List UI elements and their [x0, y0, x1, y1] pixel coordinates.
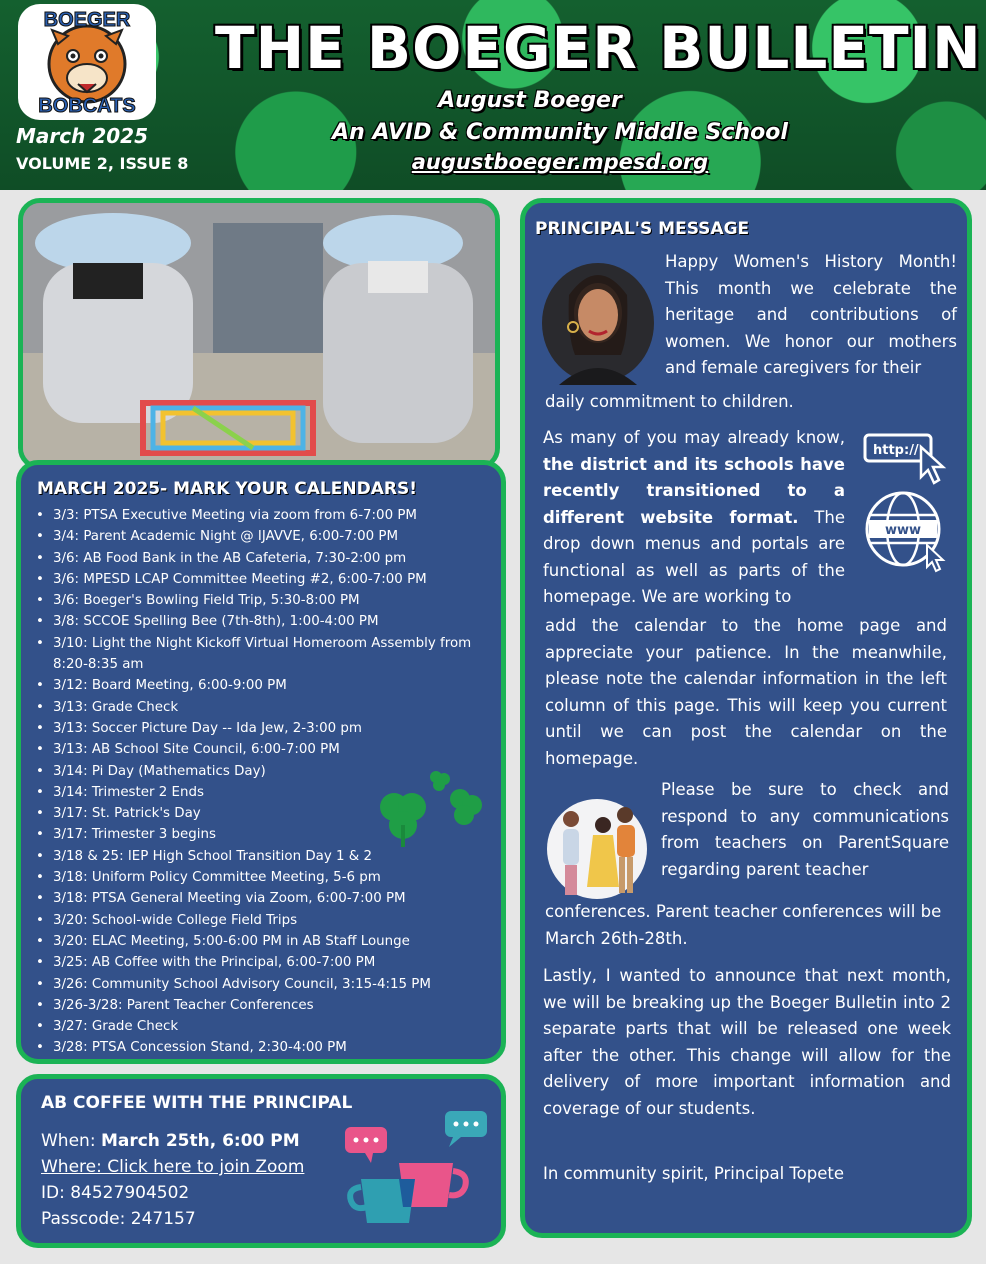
- coffee-title: AB COFFEE WITH THE PRINCIPAL: [41, 1093, 353, 1113]
- coffee-when-label: When:: [41, 1131, 101, 1151]
- calendar-section: [16, 460, 506, 1064]
- calendar-item: • 3/17: St. Patrick's Day: [49, 803, 489, 824]
- http-cursor-icon: [861, 429, 951, 485]
- calendar-item: • 3/12: Board Meeting, 6:00-9:00 PM: [49, 675, 489, 696]
- message-paragraph-1a: Happy Women's History Month! This month we celebrate the heritage and contributions of women. We honor our mothers and female caregivers for their: [665, 252, 957, 377]
- logo-text-top: BOEGER: [43, 9, 131, 31]
- www-label: www: [884, 523, 922, 538]
- message-p2-start: As many of you may already know,: [543, 428, 845, 447]
- principal-message-section: [520, 198, 972, 1238]
- newsletter-header: [0, 0, 986, 190]
- calendar-item: • 3/18 & 25: IEP High School Transition Day 1 & 2: [49, 846, 489, 867]
- issue-volume: VOLUME 2, ISSUE 8: [16, 154, 189, 173]
- coffee-when-value: March 25th, 6:00 PM: [100, 1131, 300, 1151]
- calendar-item: • 3/13: Soccer Picture Day -- Ida Jew, 2-3:00 pm: [49, 718, 489, 739]
- principal-portrait: [539, 255, 657, 385]
- students-photo: [18, 198, 500, 470]
- calendar-item: • 3/28: PTSA Concession Stand, 2:30-4:00 PM: [49, 1037, 489, 1058]
- message-paragraph-3a: Please be sure to check and respond to any communications from teachers on ParentSquare regarding parent teacher: [661, 780, 949, 879]
- message-paragraph-4: Lastly, I wanted to announce that next month, we will be breaking up the Boeger Bulletin into 2 separate parts that will be released one week after the other. This change will allow for the delivery of more important information and coverage of our students.: [543, 966, 951, 1118]
- school-subtitle: An AVID & Community Middle School: [332, 120, 788, 145]
- message-p2-end: The drop down menus and portals are functional as well as parts of the homepage. We are working to: [543, 507, 845, 606]
- message-p2-bold: the district and its schools have recently transitioned to a different website format.: [543, 454, 845, 527]
- calendar-item: • 3/13: AB School Site Council, 6:00-7:00 PM: [49, 739, 489, 760]
- calendar-item: • 3/20: ELAC Meeting, 5:00-6:00 PM in AB Staff Lounge: [49, 931, 489, 952]
- calendar-item: • 3/26: Community School Advisory Council, 3:15-4:15 PM: [49, 974, 489, 995]
- calendar-item: • 3/25: AB Coffee with the Principal, 6:00-7:00 PM: [49, 952, 489, 973]
- calendar-item: • 3/18: PTSA General Meeting via Zoom, 6:00-7:00 PM: [49, 888, 489, 909]
- calendar-item: • 3/14: Pi Day (Mathematics Day): [49, 761, 489, 782]
- issue-date: March 2025: [16, 124, 148, 148]
- zoom-link[interactable]: Where: Click here to join Zoom: [41, 1157, 305, 1177]
- www-globe-icon: [861, 489, 951, 573]
- shamrock-icon: [366, 765, 486, 855]
- newsletter-title: THE BOEGER BULLETIN: [215, 14, 982, 82]
- http-label: http://: [873, 443, 919, 458]
- calendar-item: • 3/26-3/28: Parent Teacher Conferences: [49, 995, 489, 1016]
- calendar-title: MARCH 2025- MARK YOUR CALENDARS!: [37, 479, 417, 499]
- message-paragraph-1b: daily commitment to children.: [545, 392, 794, 411]
- message-paragraph-2a: [543, 425, 845, 611]
- calendar-item: • 3/17: Trimester 3 begins: [49, 824, 489, 845]
- message-closing: In community spirit, Principal Topete: [543, 1164, 845, 1183]
- calendar-item: • 3/4: Parent Academic Night @ IJAVVE, 6:00-7:00 PM: [49, 526, 489, 547]
- coffee-section: [16, 1074, 506, 1248]
- calendar-item: • 3/18: Uniform Policy Committee Meeting, 5-6 pm: [49, 867, 489, 888]
- school-name: August Boeger: [438, 88, 622, 113]
- calendar-item: • 3/27: Grade Check: [49, 1016, 489, 1037]
- calendar-item: • 3/10: Light the Night Kickoff Virtual Homeroom Assembly from 8:20-8:35 am: [49, 633, 489, 676]
- calendar-item: • 3/3: PTSA Executive Meeting via zoom from 6-7:00 PM: [49, 505, 489, 526]
- calendar-item: • 3/8: SCCOE Spelling Bee (7th-8th), 1:00-4:00 PM: [49, 611, 489, 632]
- calendar-item: • 3/20: School-wide College Field Trips: [49, 910, 489, 931]
- school-website-link[interactable]: augustboeger.mpesd.org: [411, 150, 709, 174]
- calendar-item: • 3/13: Grade Check: [49, 697, 489, 718]
- coffee-when: [41, 1131, 300, 1151]
- coffee-cups-icon: [341, 1107, 491, 1237]
- message-paragraph-2b: add the calendar to the home page and appreciate your patience. In the meanwhile, please note the calendar information in the left column of this page. This will keep you current until we can post the calendar on the homepage.: [545, 616, 947, 768]
- parent-teacher-illustration: [545, 783, 649, 913]
- principal-message-title: PRINCIPAL'S MESSAGE: [535, 219, 750, 239]
- zoom-passcode: Passcode: 247157: [41, 1209, 196, 1229]
- zoom-meeting-id: ID: 84527904502: [41, 1183, 190, 1203]
- calendar-item: • 3/6: MPESD LCAP Committee Meeting #2, 6:00-7:00 PM: [49, 569, 489, 590]
- logo-text-bottom: BOBCATS: [38, 95, 136, 117]
- message-paragraph-3b: conferences. Parent teacher conferences will be March 26th-28th.: [545, 902, 942, 948]
- calendar-item: • 3/6: AB Food Bank in the AB Cafeteria, 7:30-2:00 pm: [49, 548, 489, 569]
- calendar-item: • 3/14: Trimester 2 Ends: [49, 782, 489, 803]
- bobcats-logo: [18, 4, 156, 120]
- calendar-item: • 3/6: Boeger's Bowling Field Trip, 5:30-8:00 PM: [49, 590, 489, 611]
